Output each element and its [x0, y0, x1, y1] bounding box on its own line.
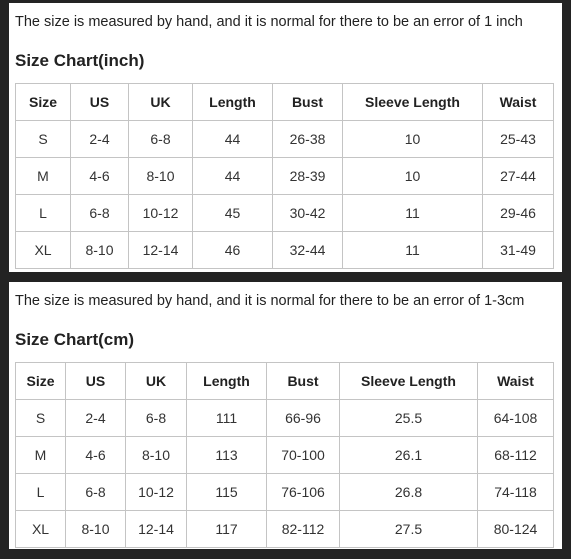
table-cell: 68-112 — [478, 437, 554, 474]
table-cell: XL — [16, 511, 66, 548]
size-chart-inch-panel — [9, 3, 562, 272]
table-cell: 8-10 — [71, 232, 129, 269]
table-row — [16, 232, 554, 269]
table-row — [16, 474, 554, 511]
table-cell: 10 — [343, 158, 483, 195]
table-cell: 31-49 — [483, 232, 554, 269]
column-header: Waist — [483, 84, 554, 121]
table-cell: L — [16, 195, 71, 232]
table-header-row — [16, 363, 554, 400]
table-cell: 6-8 — [66, 474, 126, 511]
table-cell: 10-12 — [129, 195, 193, 232]
size-chart-cm-panel — [9, 282, 562, 549]
table-row — [16, 400, 554, 437]
table-cell: 66-96 — [267, 400, 340, 437]
table-cell: 76-106 — [267, 474, 340, 511]
table-cell: 74-118 — [478, 474, 554, 511]
table-cell: 8-10 — [129, 158, 193, 195]
table-cell: 27.5 — [340, 511, 478, 548]
column-header: Sleeve Length — [343, 84, 483, 121]
table-row — [16, 158, 554, 195]
table-cell: 4-6 — [66, 437, 126, 474]
column-header: Bust — [273, 84, 343, 121]
table-cell: 12-14 — [129, 232, 193, 269]
column-header: UK — [126, 363, 187, 400]
table-cell: 25-43 — [483, 121, 554, 158]
table-cell: 11 — [343, 195, 483, 232]
table-cell: 6-8 — [71, 195, 129, 232]
table-cell: 27-44 — [483, 158, 554, 195]
table-cell: 115 — [187, 474, 267, 511]
table-cell: 6-8 — [129, 121, 193, 158]
table-cell: 117 — [187, 511, 267, 548]
size-table — [15, 362, 554, 548]
table-cell: 45 — [193, 195, 273, 232]
table-cell: 2-4 — [71, 121, 129, 158]
table-cell: 25.5 — [340, 400, 478, 437]
table-row — [16, 511, 554, 548]
table-cell: L — [16, 474, 66, 511]
table-cell: 8-10 — [126, 437, 187, 474]
column-header: Bust — [267, 363, 340, 400]
table-cell: 10 — [343, 121, 483, 158]
table-cell: 28-39 — [273, 158, 343, 195]
table-cell: 26-38 — [273, 121, 343, 158]
column-header: US — [71, 84, 129, 121]
column-header: Length — [187, 363, 267, 400]
table-cell: 111 — [187, 400, 267, 437]
measurement-note: The size is measured by hand, and it is normal for there to be an error of 1 inch — [15, 14, 523, 30]
column-header: Sleeve Length — [340, 363, 478, 400]
measurement-note: The size is measured by hand, and it is normal for there to be an error of 1-3cm — [15, 293, 525, 309]
table-cell: M — [16, 158, 71, 195]
table-cell: 4-6 — [71, 158, 129, 195]
table-cell: 10-12 — [126, 474, 187, 511]
table-cell: 26.8 — [340, 474, 478, 511]
column-header: Waist — [478, 363, 554, 400]
chart-title: Size Chart(cm) — [15, 330, 135, 349]
table-cell: 30-42 — [273, 195, 343, 232]
table-cell: 8-10 — [66, 511, 126, 548]
table-cell: 29-46 — [483, 195, 554, 232]
table-cell: 82-112 — [267, 511, 340, 548]
table-cell: 11 — [343, 232, 483, 269]
column-header: US — [66, 363, 126, 400]
table-cell: 12-14 — [126, 511, 187, 548]
table-cell: 64-108 — [478, 400, 554, 437]
table-cell: 46 — [193, 232, 273, 269]
table-row — [16, 195, 554, 232]
table-cell: 113 — [187, 437, 267, 474]
column-header: Length — [193, 84, 273, 121]
column-header: Size — [16, 84, 71, 121]
table-cell: 6-8 — [126, 400, 187, 437]
table-cell: S — [16, 121, 71, 158]
column-header: Size — [16, 363, 66, 400]
table-row — [16, 121, 554, 158]
table-cell: 26.1 — [340, 437, 478, 474]
chart-title: Size Chart(inch) — [15, 51, 145, 70]
table-cell: XL — [16, 232, 71, 269]
table-cell: S — [16, 400, 66, 437]
table-cell: 32-44 — [273, 232, 343, 269]
table-cell: 44 — [193, 121, 273, 158]
table-cell: 80-124 — [478, 511, 554, 548]
size-table — [15, 83, 554, 269]
table-cell: 2-4 — [66, 400, 126, 437]
table-row — [16, 437, 554, 474]
table-cell: M — [16, 437, 66, 474]
table-cell: 44 — [193, 158, 273, 195]
table-header-row — [16, 84, 554, 121]
table-cell: 70-100 — [267, 437, 340, 474]
column-header: UK — [129, 84, 193, 121]
